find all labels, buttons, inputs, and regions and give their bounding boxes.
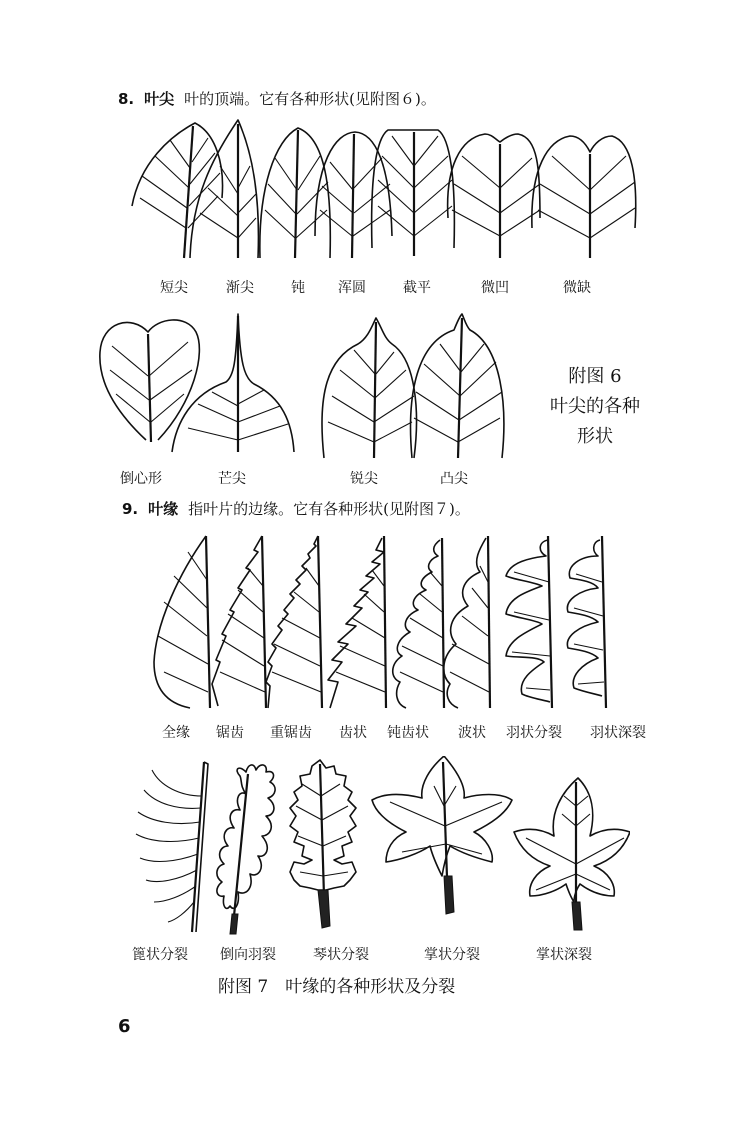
leaf-obtuse: [260, 128, 330, 258]
page-number: 6: [118, 1016, 131, 1037]
fig7-label-undulate: 波状: [458, 725, 486, 741]
fig6-row2-illustration: [96, 312, 516, 460]
leaf-palmatipartite: [514, 778, 630, 930]
margin-entire: [154, 536, 210, 708]
leaf-acute: [322, 318, 417, 458]
fig6-label-rounded: 浑圆: [338, 280, 366, 296]
leaf-retuse: [448, 134, 540, 258]
leaf-short-pointed: [132, 123, 223, 258]
fig7-label-pinnatipartite: 羽状深裂: [590, 725, 646, 741]
leaf-obcordate: [100, 320, 200, 442]
fig6-caption-line3: 形状: [577, 426, 613, 447]
fig7-label-palmatifid: 掌状分裂: [424, 947, 480, 963]
fig7-label-lyrate: 琴状分裂: [313, 947, 369, 963]
margin-undulate: [444, 536, 490, 708]
margin-crenate: [393, 538, 444, 708]
leaf-acuminate: [190, 120, 258, 258]
fig6-label-truncate: 截平: [403, 280, 431, 296]
margin-pinnatifid: [506, 536, 552, 708]
fig6-label-obcordate: 倒心形: [120, 471, 162, 487]
leaf-runcinate: [217, 765, 275, 934]
section-9-text: 指叶片的边缘。它有各种形状(见附图７)。: [188, 500, 470, 518]
fig6-caption-line2: 叶尖的各种: [550, 396, 640, 417]
leaf-lyrate: [290, 760, 356, 928]
section-9-number: 9.: [122, 500, 139, 518]
fig7-label-runcinate: 倒向羽裂: [220, 947, 276, 963]
section-9-term: 叶缘: [148, 500, 179, 518]
fig7-label-entire: 全缘: [162, 725, 190, 741]
fig6-label-retuse: 微凹: [481, 280, 509, 296]
fig6-caption: [540, 362, 650, 452]
fig6-caption-line1: 附图 6: [568, 366, 622, 387]
margin-serrate: [212, 536, 266, 708]
fig6-label-aristate: 芒尖: [218, 471, 246, 487]
fig6-label-obtuse: 钝: [291, 280, 305, 296]
fig7-row2-illustration: [130, 756, 630, 936]
fig7-caption: 附图 7 叶缘的各种形状及分裂: [218, 977, 456, 997]
fig6-label-mucronate: 凸尖: [440, 471, 468, 487]
fig6-label-emarginate: 微缺: [563, 280, 591, 296]
fig6-label-short-pointed: 短尖: [160, 280, 188, 296]
leaf-pectinate: [136, 762, 208, 932]
fig7-label-dentate: 齿状: [339, 725, 367, 741]
fig6-label-acuminate: 渐尖: [226, 280, 254, 296]
section-8-text: 叶的顶端。它有各种形状(见附图６)。: [184, 90, 436, 108]
section-8-number: 8.: [118, 90, 135, 108]
leaf-mucronate: [411, 314, 504, 458]
margin-dentate: [328, 536, 386, 708]
fig7-label-serrate: 锯齿: [216, 725, 244, 741]
margin-double-serrate: [266, 536, 322, 708]
fig7-label-pinnatifid: 羽状分裂: [506, 725, 562, 741]
leaf-rounded: [315, 132, 392, 258]
fig7-label-double-serrate: 重锯齿: [270, 725, 312, 741]
section-9-heading: [122, 498, 470, 519]
margin-pinnatipartite: [567, 536, 606, 708]
fig7-label-pectinate: 篦状分裂: [132, 947, 188, 963]
leaf-truncate: [372, 130, 455, 256]
fig7-row1-illustration: [150, 532, 620, 712]
section-8-heading: [118, 88, 436, 109]
section-8-term: 叶尖: [144, 90, 175, 108]
fig6-row1-illustration: [120, 118, 640, 268]
fig6-label-acute: 锐尖: [350, 471, 378, 487]
leaf-emarginate: [532, 136, 636, 258]
leaf-aristate: [172, 314, 294, 452]
fig7-label-palmatipartite: 掌状深裂: [536, 947, 592, 963]
fig7-label-crenate: 钝齿状: [387, 725, 429, 741]
leaf-palmatifid: [372, 756, 512, 914]
